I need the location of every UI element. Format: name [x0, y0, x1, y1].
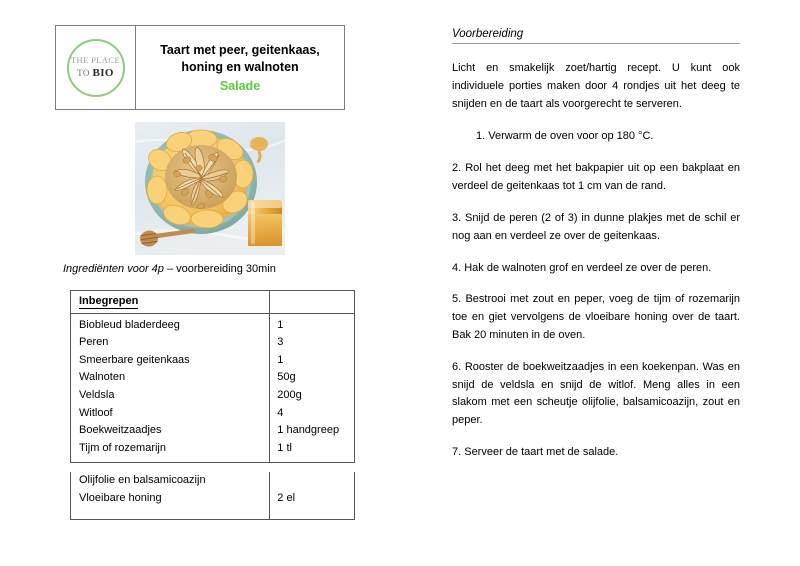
- preparation-step: 7. Serveer de taart met de salade.: [452, 446, 619, 458]
- table-row: [71, 369, 355, 387]
- preparation-steps: [452, 128, 740, 461]
- logo-text-line2: [77, 68, 114, 79]
- left-column: [55, 25, 355, 505]
- ingredient-quantity: [270, 472, 355, 490]
- honey-jar: [248, 200, 282, 246]
- table-row: [71, 440, 355, 463]
- logo-text-line1: THE PLACE: [70, 55, 121, 66]
- table-row: [71, 422, 355, 440]
- ingredient-quantity: 50g: [270, 369, 355, 387]
- ingredient-name: Vloeibare honing: [71, 490, 270, 519]
- recipe-header-box: [55, 25, 345, 110]
- ingredient-quantity: 1 tl: [270, 440, 355, 463]
- page-title: [160, 42, 320, 76]
- table-row: [71, 387, 355, 405]
- ingredient-name: Tijm of rozemarijn: [71, 440, 270, 463]
- preparation-step: 3. Snijd de peren (2 of 3) in dunne plakjes met de schil er nog aan en verdeel ze over de geitenkaas.: [452, 211, 740, 242]
- preparation-step: 1. Verwarm de oven voor op 180 °C.: [476, 130, 654, 143]
- table-row: [71, 472, 355, 490]
- ingredient-quantity: 1 handgreep: [270, 422, 355, 440]
- preparation-step: 4. Hak de walnoten grof en verdeel ze over de peren.: [452, 261, 712, 274]
- right-column: [452, 28, 740, 476]
- ingredient-name: Veldsla: [71, 387, 270, 405]
- title-cell: [136, 26, 344, 109]
- recipe-photo-wrapper: [135, 122, 285, 255]
- recipe-photo: [135, 122, 285, 255]
- ingredient-name: Smeerbare geitenkaas: [71, 352, 270, 370]
- table-header-row: [71, 291, 355, 314]
- ingredient-quantity: 1: [270, 313, 355, 334]
- table-row: [71, 334, 355, 352]
- table-row: [71, 313, 355, 334]
- ingredients-caption-emphasis: Ingrediënten voor 4p: [63, 263, 164, 275]
- table-header-qty: [270, 291, 355, 314]
- table-header-included-label: Inbegrepen: [79, 295, 139, 307]
- preparation-heading: Voorbereiding: [452, 28, 740, 44]
- ingredient-quantity: 2 el: [270, 490, 355, 519]
- page-title-line1: Taart met peer, geitenkaas,: [160, 43, 320, 58]
- logo-text-bio: BIO: [92, 66, 114, 79]
- brand-logo: [67, 39, 125, 97]
- ingredient-name: Witloof: [71, 405, 270, 423]
- table-row: [71, 352, 355, 370]
- table-group-gap: [71, 463, 355, 473]
- preparation-intro: Licht en smakelijk zoet/hartig recept. U kunt ook individuele porties maken door 4 rondjes uit het deeg te snijden en de taart als voorgerecht te serveren.: [452, 62, 740, 110]
- ingredients-rows-group-1: [71, 313, 355, 463]
- ingredient-name: Biobleud bladerdeeg: [71, 313, 270, 334]
- ingredient-name: Walnoten: [71, 369, 270, 387]
- table-row: [71, 405, 355, 423]
- ingredients-caption-rest: – voorbereiding 30min: [163, 263, 276, 275]
- ingredients-caption: [63, 263, 276, 275]
- preparation-step: 2. Rol het deeg met het bakpapier uit op een bakplaat en verdeel de geitenkaas tot 1 cm van de rand.: [452, 162, 740, 193]
- ingredient-name: Peren: [71, 334, 270, 352]
- ingredient-name: Olijfolie en balsamicoazijn: [71, 472, 270, 490]
- logo-text-to: TO: [77, 67, 93, 78]
- logo-cell: [56, 26, 136, 109]
- ingredient-quantity: 4: [270, 405, 355, 423]
- table-row: [71, 490, 355, 519]
- ingredient-quantity: 3: [270, 334, 355, 352]
- ingredients-table-body: [71, 291, 355, 314]
- ingredient-name: Boekweitzaadjes: [71, 422, 270, 440]
- preparation-step: 6. Rooster de boekweitzaadjes in een koekenpan. Was en snijd de veldsla en snijd de witlof. Meng alles in een slakom met een scheutje olijfolie, balsamicoazijn, zout en peper.: [452, 360, 740, 427]
- table-header-included: [71, 291, 270, 314]
- ingredients-table: [70, 290, 355, 520]
- ingredient-quantity: 1: [270, 352, 355, 370]
- preparation-step: 5. Bestrooi met zout en peper, voeg de tijm of rozemarijn toe en giet vervolgens de vloeibare honing over de taart. Bak 20 minuten in de oven.: [452, 293, 740, 341]
- page-subtitle: Salade: [219, 78, 261, 93]
- page-title-line2: honing en walnoten: [181, 60, 299, 74]
- ingredients-rows-group-2: [71, 463, 355, 519]
- ingredient-quantity: 200g: [270, 387, 355, 405]
